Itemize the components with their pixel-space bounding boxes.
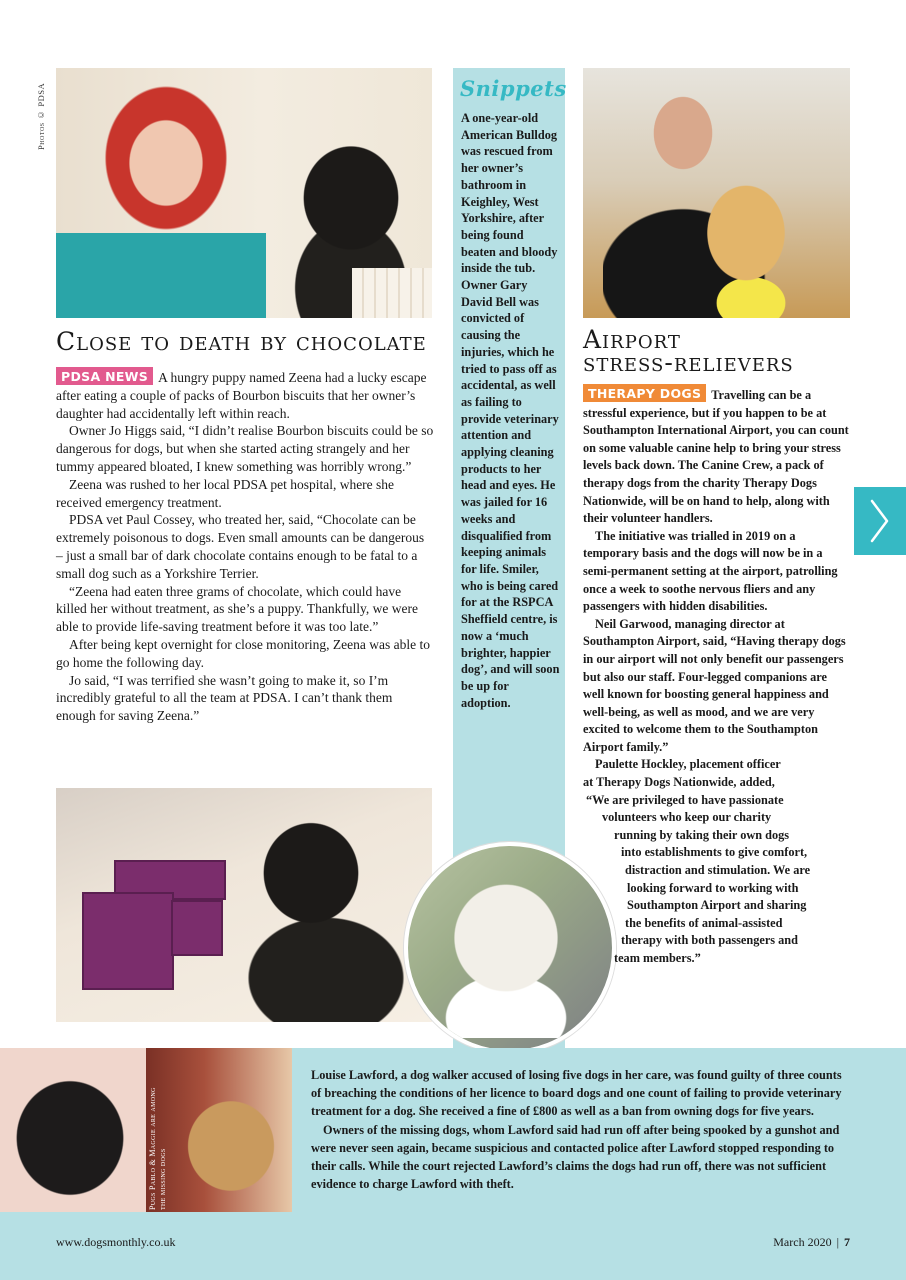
- quote-line: running by taking their own dogs: [614, 827, 790, 842]
- quote-line: the benefits of animal-assisted: [625, 915, 783, 930]
- story-paragraph: [56, 367, 434, 422]
- snippets-title: Snippets: [460, 76, 567, 101]
- vet-nurse-with-puppy-photo: [56, 68, 432, 318]
- story-paragraph: Neil Garwood, managing director at Southampton Airport, said, “Having therapy dogs in our airport will not only benefit our passengers but also our staff. Four-legged companions are well known for boosting general happiness and well-being, as well as mood, and we are very excited to welcome them to the Southampton Airport family.”: [583, 616, 846, 754]
- quote-line: looking forward to working with: [627, 880, 799, 895]
- quote-line: Paulette Hockley, placement officer: [595, 757, 781, 772]
- story-paragraph: “Zeena had eaten three grams of chocolate, which could have killed her without treatment, as she’s a puppy. Thankfully, we were able to provide life-saving treatment before it was too late.”: [56, 583, 419, 635]
- story-paragraph: The initiative was trialled in 2019 on a temporary basis and the dogs will now be in a semi-permanent setting at the airport, patrolling once a week to soothe nervous fliers and any passengers with hidden disabilities.: [583, 528, 838, 614]
- snippets-text: A one-year-old American Bulldog was rescued from her owner’s bathroom in Keighley, West Yorkshire, after being found beaten and bloody inside the tub. Owner Gary David Bell was convicted of causing the injuries, which he tried to pass off as accidental, as well as failing to provide veterinary attention and applying cleaning products to her head and eyes. He was jailed for 16 weeks and disqualified from keeping animals for life. Smiler, who is being cared for at the RSPCA Sheffield centre, is now a ‘much brighter, happier dog’, and will soon be up for adoption.: [461, 111, 560, 710]
- biscuit-pack: [82, 892, 174, 990]
- story-paragraph: Owners of the missing dogs, whom Lawford said had run off after being spooked by a gunshot and were never seen again, became suspicious and contacted police after Lawford stopped responding to their calls. While the court rejected Lawford’s claims the dogs had run off, there was not sufficient evidence to charge Lawford with theft.: [311, 1122, 840, 1192]
- fawn-pug-figure: [176, 1088, 286, 1208]
- issue-date-and-page: [773, 1235, 850, 1250]
- chocolate-headline: Close to death by chocolate: [56, 327, 427, 356]
- quote-line: at Therapy Dogs Nationwide, added,: [583, 775, 775, 790]
- puppy-figure: [216, 808, 416, 1022]
- man-with-golden-retriever-photo: [583, 68, 850, 318]
- wrapped-quote-paragraph: [583, 756, 851, 967]
- issue-date: March 2020: [773, 1235, 832, 1249]
- puppy-with-biscuits-photo: [56, 788, 432, 1022]
- story-paragraph: Louise Lawford, a dog walker accused of losing five dogs in her care, was found guilty of three counts of breaching the conditions of her licence to board dogs and one count of failing to provide veterinary treatment for a dog. She received a fine of £800 as well as a ban from owning dogs for five years.: [311, 1068, 842, 1119]
- quote-line: volunteers who keep our charity: [602, 810, 772, 825]
- story-paragraph: Jo said, “I was terrified she wasn’t going to make it, so I’m incredibly grateful to all the team at PDSA. I can’t thank them enough for saving Zeena.”: [56, 672, 393, 724]
- quote-line: distraction and stimulation. We are: [625, 863, 811, 878]
- dog-walker-story: [311, 1066, 851, 1193]
- chevron-right-icon: [869, 498, 891, 544]
- next-page-tab[interactable]: [854, 487, 906, 555]
- story-paragraph: Owner Jo Higgs said, “I didn’t realise Bourbon biscuits could be so dangerous for dogs, but when she started acting strangely and her tummy appeared bloated, I knew something was horribly wrong.”: [56, 423, 434, 474]
- photo-credit: Photos © PDSA: [36, 82, 46, 150]
- quote-line: team members.”: [614, 951, 701, 965]
- quote-line: Southampton Airport and sharing: [627, 898, 807, 913]
- quote-line: into establishments to give comfort,: [621, 845, 808, 860]
- golden-retriever-figure: [691, 178, 811, 318]
- bulldog-figure: [426, 868, 576, 1038]
- story-paragraph: [583, 384, 851, 528]
- vet-nurse-figure: [56, 68, 266, 318]
- airport-story: [583, 384, 851, 968]
- therapy-dogs-badge: THERAPY DOGS: [583, 384, 706, 402]
- radiator-detail: [352, 268, 432, 318]
- headline-line: Airport: [583, 325, 681, 354]
- story-paragraph: PDSA vet Paul Cossey, who treated her, said, “Chocolate can be extremely poisonous to dogs. Even small amounts can be dangerous – just a small bar of dark chocolate contains enough to be fatal to a small dog such as a Yorkshire Terrier.: [56, 512, 425, 581]
- lead-text: Travelling can be a stressful experience, but if you happen to be at Southampton International Airport, you can count on some valuable canine help to bring your stress levels back down. The Canine Crew, a pack of therapy dogs from the charity Therapy Dogs Nationwide, will be on hand to help, along with their volunteer handlers.: [583, 388, 849, 526]
- website-url[interactable]: www.dogsmonthly.co.uk: [56, 1235, 176, 1249]
- quote-line: therapy with both passengers and: [621, 933, 798, 948]
- pdsa-news-badge: PDSA NEWS: [56, 367, 153, 385]
- black-pug-figure: [4, 1068, 144, 1212]
- story-paragraph: Zeena was rushed to her local PDSA pet hospital, where she received emergency treatment.: [56, 476, 395, 510]
- page-number: 7: [844, 1235, 850, 1249]
- story-paragraph: After being kept overnight for close monitoring, Zeena was able to go home the following day.: [56, 636, 431, 670]
- pugs-caption: Pugs Pablo & Maggie are among the missing dogs: [148, 1087, 167, 1210]
- footer-separator: |: [836, 1235, 839, 1249]
- headline-line: stress-relievers: [583, 348, 794, 377]
- lead-text: A hungry puppy named Zeena had a lucky escape after eating a couple of packs of Bourbon biscuits that her owner’s daughter had accidentally left within reach.: [56, 370, 427, 421]
- chocolate-story: [56, 367, 434, 725]
- airport-headline: [583, 325, 794, 377]
- quote-line: “We are privileged to have passionate: [586, 792, 784, 807]
- pug-pablo-photo: [0, 1048, 146, 1212]
